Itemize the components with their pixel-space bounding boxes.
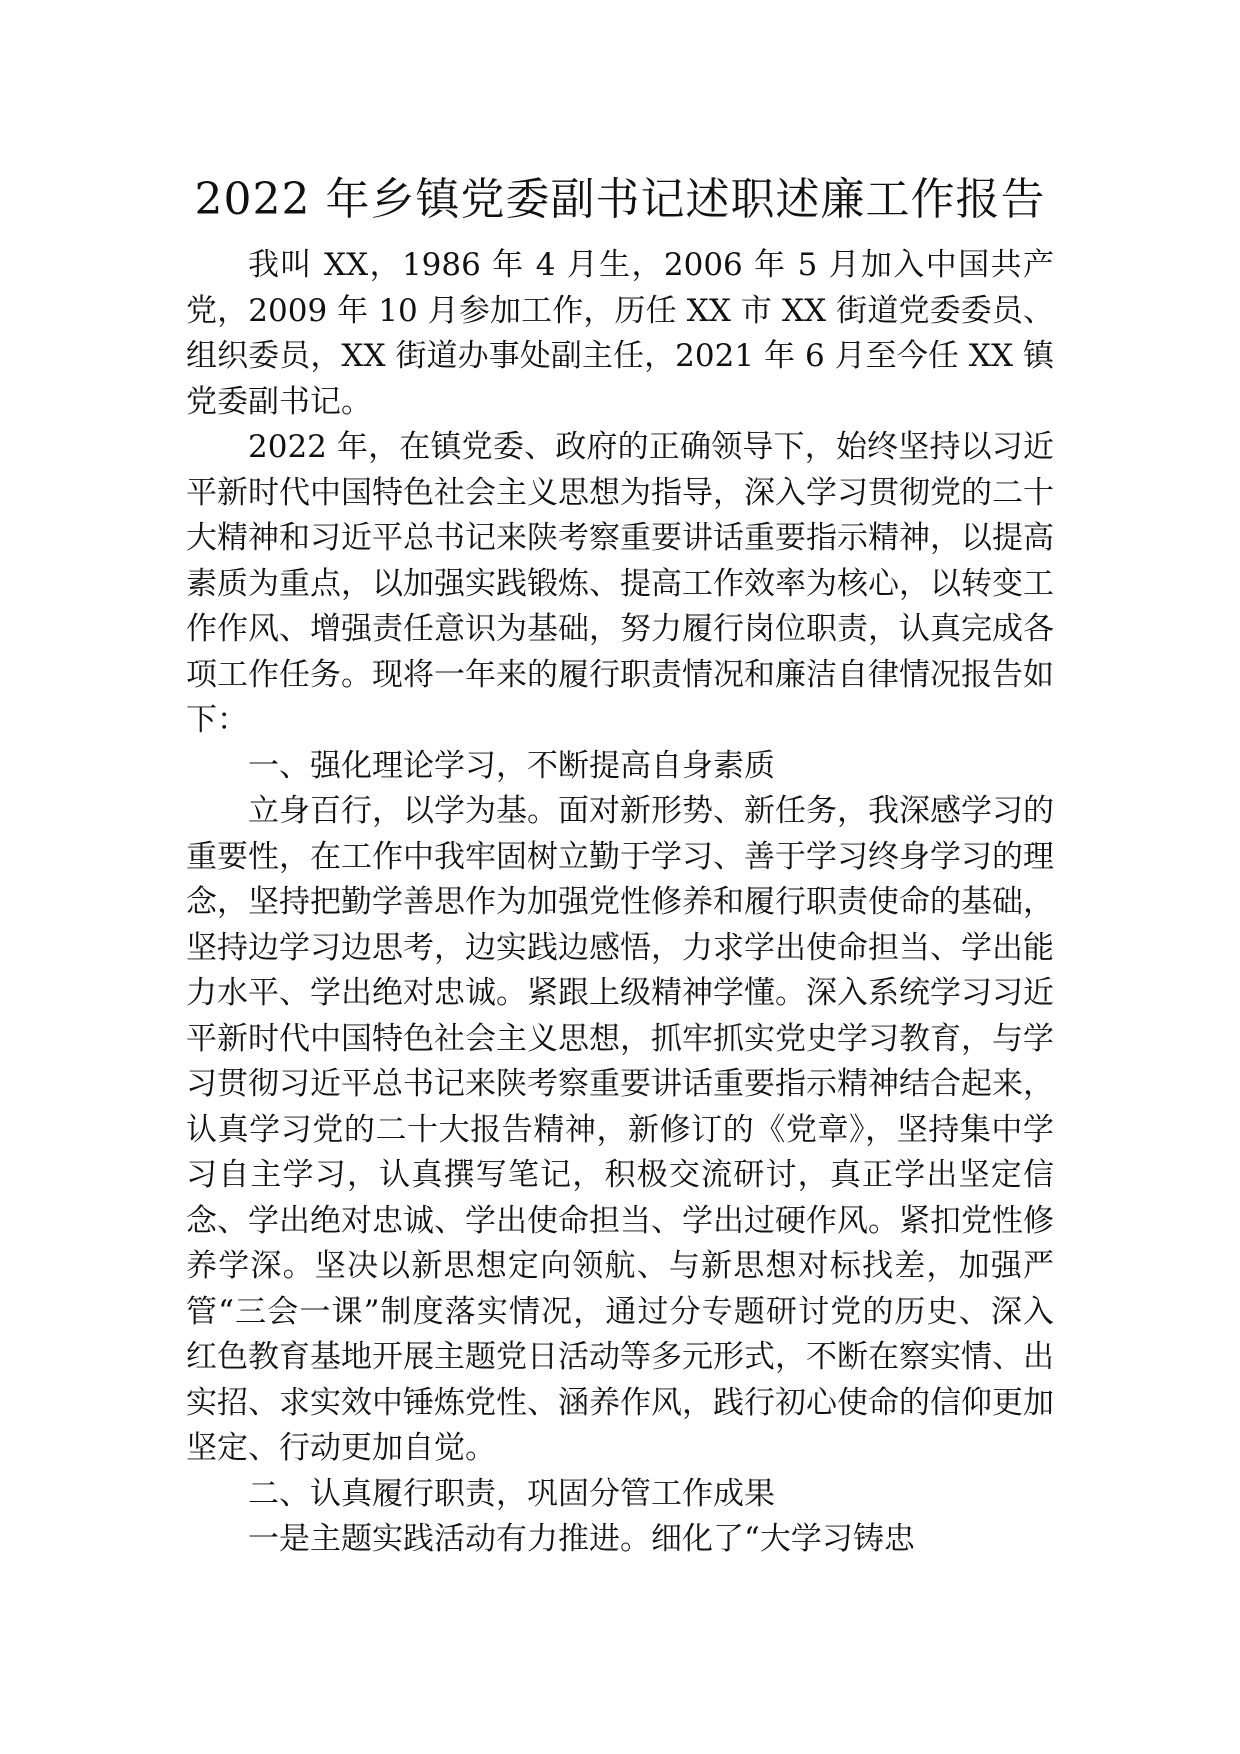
section-heading-2: 二、认真履行职责，巩固分管工作成果	[248, 1475, 775, 1512]
section-heading-1: 一、强化理论学习，不断提高自身素质	[248, 747, 775, 784]
document-title: 2022 年乡镇党委副书记述职述廉工作报告	[194, 174, 1046, 225]
paragraph-practice: 一是主题实践活动有力推进。细化了“大学习铸忠	[248, 1521, 915, 1557]
paragraph-overview: 2022 年，在镇党委、政府的正确领导下，始终坚持以习近平新时代中国特色社会主义思想为指导，深入学习贯彻党的二十大精神和习近平总书记来陕考察重要讲话重要指示精神，以提高素质为重点，以加强实践锻炼、提高工作效率为核心，以转变工作作风、增强责任意识为基础，努力履行岗位职责，认真完成各项工作任务。现将一年来的履行职责情况和廉洁自律情况报告如下：	[186, 429, 1054, 738]
paragraph-intro: 我叫 XX，1986 年 4 月生，2006 年 5 月加入中国共产党，2009 年 10 月参加工作，历任 XX 市 XX 街道党委委员、组织委员，XX 街道办事处副主任，2021 年 6 月至今任 XX 镇党委副书记。	[186, 247, 1054, 420]
document-body	[186, 243, 1054, 1563]
paragraph-study: 立身百行，以学为基。面对新形势、新任务，我深感学习的重要性，在工作中我牢固树立勤于学习、善于学习终身学习的理念，坚持把勤学善思作为加强党性修养和履行职责使命的基础，坚持边学习边思考，边实践边感悟，力求学出使命担当、学出能力水平、学出绝对忠诚。紧跟上级精神学懂。深入系统学习习近平新时代中国特色社会主义思想，抓牢抓实党史学习教育，与学习贯彻习近平总书记来陕考察重要讲话重要指示精神结合起来，认真学习党的二十大报告精神，新修订的《党章》，坚持集中学习自主学习，认真撰写笔记，积极交流研讨，真正学出坚定信念、学出绝对忠诚、学出使命担当、学出过硬作风。紧扣党性修养学深。坚决以新思想定向领航、与新思想对标找差，加强严管“三会一课”制度落实情况，通过分专题研讨党的历史、深入红色教育基地开展主题党日活动等多元形式，不断在察实情、出实招、求实效中锤炼党性、涵养作风，践行初心使命的信仰更加坚定、行动更加自觉。	[186, 793, 1054, 1466]
